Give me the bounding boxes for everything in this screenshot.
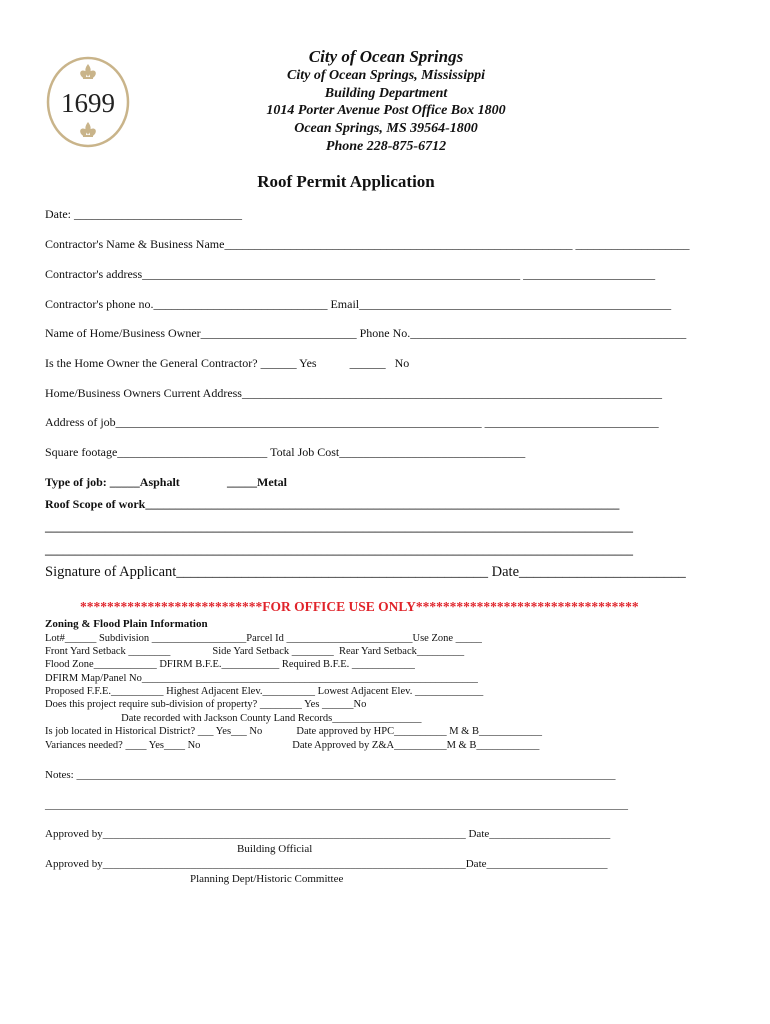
roof-scope-line[interactable]: __________________________________________________________________________________________________ — [45, 543, 633, 557]
zoning-section-title: Zoning & Flood Plain Information — [45, 618, 208, 630]
notes-field[interactable]: Notes: __________________________________________________________________________________________________ — [45, 769, 616, 781]
office-line-ffe[interactable]: Proposed F.F.E.__________ Highest Adjacent Elev.__________ Lowest Adjacent Elev. _____________ — [45, 686, 484, 697]
city-zip: Ocean Springs, MS 39564-1800 — [294, 121, 478, 136]
job-address-field[interactable]: Address of job_____________________________________________________________ _____________________________ — [45, 415, 659, 429]
type-of-job-asphalt[interactable]: Type of job: _____Asphalt — [45, 475, 180, 489]
street-address: 1014 Porter Avenue Post Office Box 1800 — [266, 103, 506, 118]
department-name: Building Department — [324, 86, 448, 101]
office-line-dfirm-map[interactable]: DFIRM Map/Panel No________________________________________________________________ — [45, 673, 478, 684]
approved-by-planning-field[interactable]: Approved by__________________________________________________________________Date______________________ — [45, 858, 608, 870]
signature-field[interactable]: Signature of Applicant___________________________________________ Date_______________________ — [45, 564, 686, 580]
office-line-setback[interactable]: Front Yard Setback ________ Side Yard Setback ________ Rear Yard Setback_________ — [45, 646, 465, 657]
date-field[interactable]: Date: ____________________________ — [45, 207, 242, 221]
office-use-banner: ***************************FOR OFFICE USE ONLY********************************* — [80, 599, 639, 614]
general-contractor-question[interactable]: Is the Home Owner the General Contractor? ______ Yes ______ No — [45, 356, 410, 370]
fleur-de-lis-icon — [80, 122, 96, 137]
office-line-lot[interactable]: Lot#______ Subdivision __________________Parcel Id ________________________Use Zone _____ — [45, 633, 482, 644]
square-footage-cost-field[interactable]: Square footage_________________________ Total Job Cost_______________________________ — [45, 445, 526, 459]
fleur-de-lis-icon — [80, 64, 96, 79]
roof-scope-field[interactable]: Roof Scope of work_______________________________________________________________________________ — [45, 497, 620, 511]
city-title: City of Ocean Springs — [308, 47, 464, 66]
office-line-subdivision[interactable]: Does this project require sub-division of property? ________ Yes ______No — [45, 699, 367, 710]
city-seal-logo — [46, 56, 130, 148]
owner-address-field[interactable]: Home/Business Owners Current Address______________________________________________________________________ — [45, 386, 662, 400]
contractor-phone-email-field[interactable]: Contractor's phone no._____________________________ Email____________________________________________________ — [45, 297, 672, 311]
roof-scope-line[interactable]: __________________________________________________________________________________________________ — [45, 520, 633, 534]
city-state: City of Ocean Springs, Mississippi — [287, 68, 485, 83]
type-of-job-metal[interactable]: _____Metal — [227, 475, 287, 489]
planning-dept-label: Planning Dept/Historic Committee — [190, 873, 344, 885]
seal-year: 1699 — [61, 88, 115, 118]
office-line-variances[interactable]: Variances needed? ____ Yes____ No Date Approved by Z&A__________M & B____________ — [45, 740, 540, 751]
contractor-name-field[interactable]: Contractor's Name & Business Name__________________________________________________________ ___________________ — [45, 237, 690, 251]
phone-number: Phone 228-875-6712 — [325, 139, 447, 154]
office-line-flood-zone[interactable]: Flood Zone____________ DFIRM B.F.E.___________ Required B.F.E. ____________ — [45, 659, 415, 670]
approved-by-building-field[interactable]: Approved by__________________________________________________________________ Date______________________ — [45, 828, 611, 840]
owner-name-phone-field[interactable]: Name of Home/Business Owner__________________________ Phone No.______________________________________________ — [45, 326, 687, 340]
building-official-label: Building Official — [237, 843, 313, 855]
office-line-date-recorded[interactable]: Date recorded with Jackson County Land Records_________________ — [45, 713, 422, 724]
contractor-address-field[interactable]: Contractor's address_______________________________________________________________ ______________________ — [45, 267, 656, 281]
office-line-historical[interactable]: Is job located in Historical District? ___ Yes___ No Date approved by HPC__________ M & B____________ — [45, 726, 542, 737]
notes-line[interactable]: __________________________________________________________________________________________________________ — [45, 799, 628, 811]
page-title: Roof Permit Application — [257, 172, 435, 191]
